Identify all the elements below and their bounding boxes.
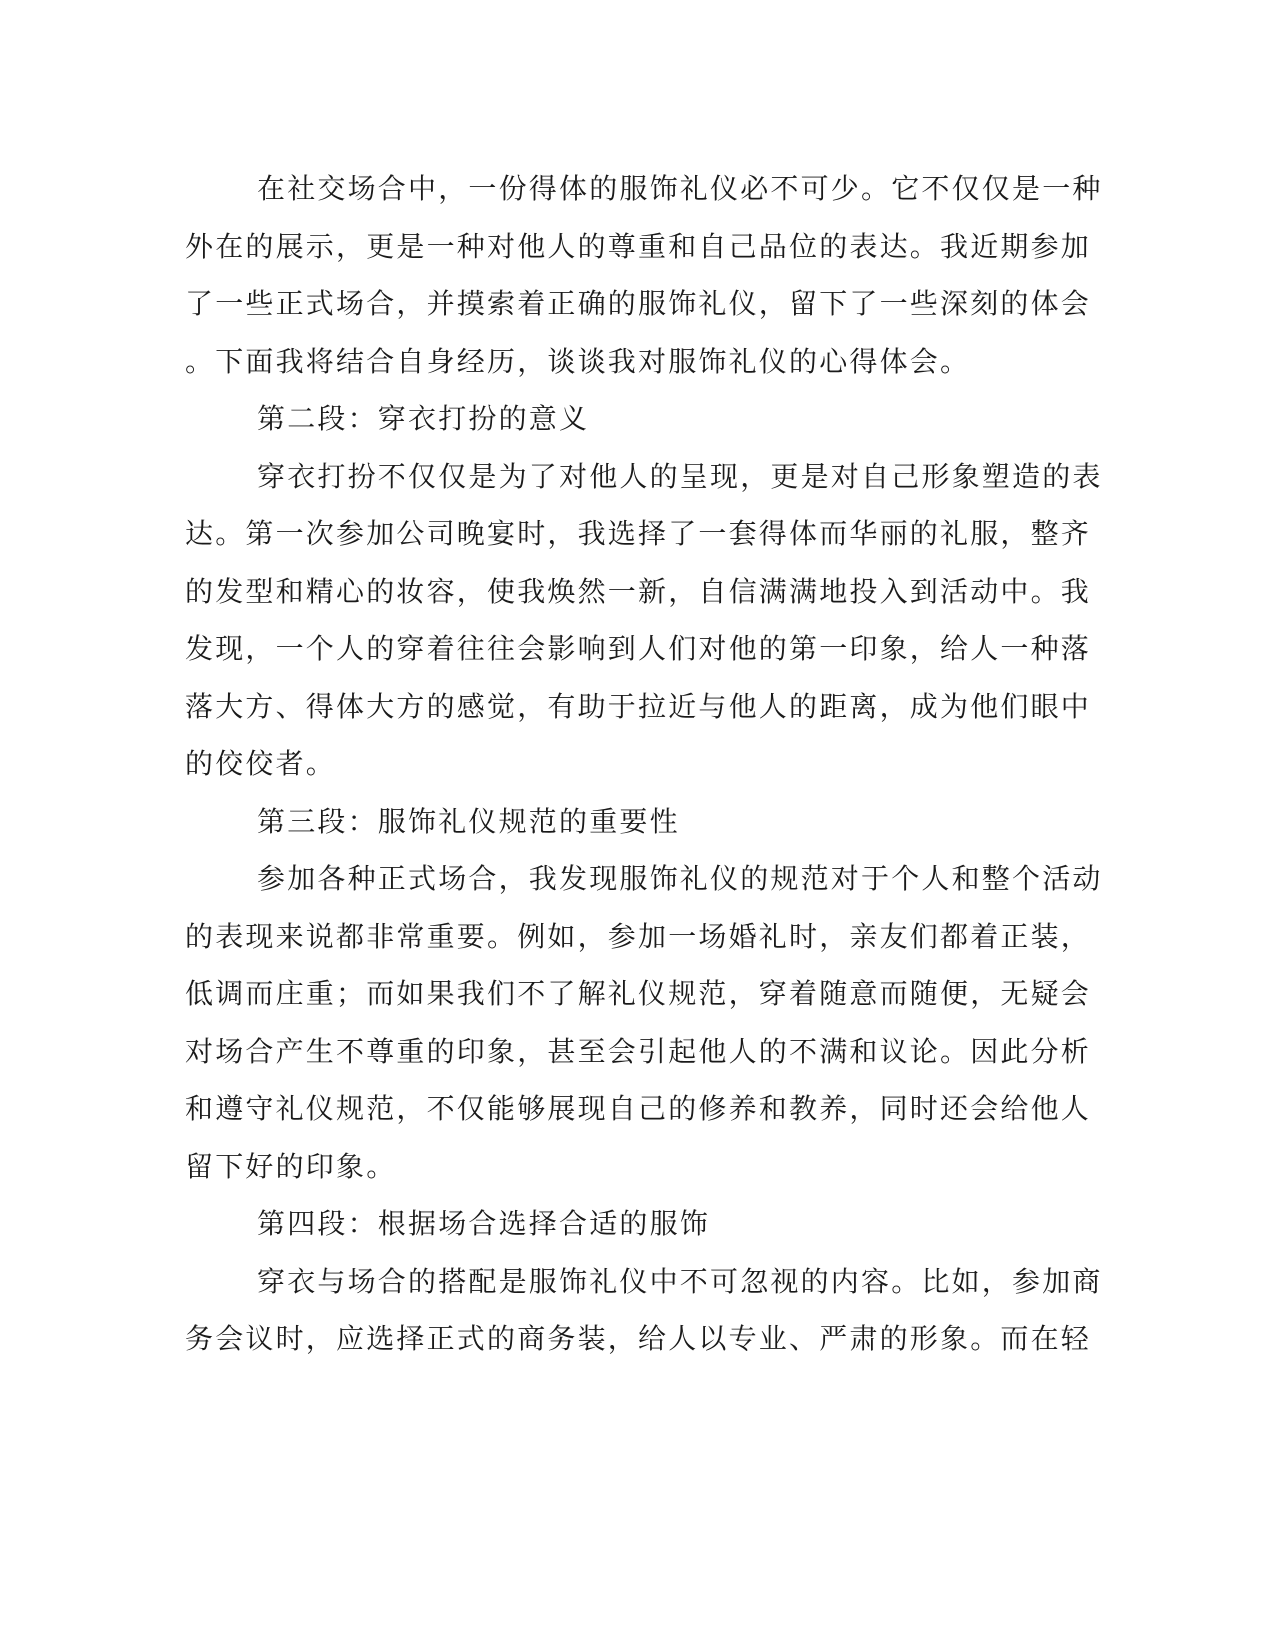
text-line: 低调而庄重；而如果我们不了解礼仪规范，穿着随意而随便，无疑会 <box>185 977 1092 1010</box>
text-line: 在社交场合中，一份得体的服饰礼仪必不可少。它不仅仅是一种 <box>257 172 1103 205</box>
text-line: 参加各种正式场合，我发现服饰礼仪的规范对于个人和整个活动 <box>257 862 1103 895</box>
text-line: 落大方、得体大方的感觉，有助于拉近与他人的距离，成为他们眼中 <box>185 689 1092 723</box>
text-line: 穿衣与场合的搭配是服饰礼仪中不可忽视的内容。比如，参加商 <box>257 1264 1103 1298</box>
text-line: 了一些正式场合，并摸索着正确的服饰礼仪，留下了一些深刻的体会 <box>185 287 1092 320</box>
section-heading: 第四段：根据场合选择合适的服饰 <box>257 1207 711 1240</box>
text-line: 对场合产生不尊重的印象，甚至会引起他人的不满和议论。因此分析 <box>185 1034 1092 1068</box>
text-line: 的发型和精心的妆容，使我焕然一新，自信满满地投入到活动中。我 <box>185 574 1092 608</box>
text-line: 的表现来说都非常重要。例如，参加一场婚礼时，亲友们都着正装， <box>185 919 1092 953</box>
text-line: 达。第一次参加公司晚宴时，我选择了一套得体而华丽的礼服，整齐 <box>185 517 1092 550</box>
section-heading: 第三段：服饰礼仪规范的重要性 <box>257 804 680 838</box>
text-line: 和遵守礼仪规范，不仅能够展现自己的修养和教养，同时还会给他人 <box>185 1092 1092 1125</box>
document-page <box>185 160 1103 1368</box>
text-line: 穿衣打扮不仅仅是为了对他人的呈现，更是对自己形象塑造的表 <box>257 459 1103 493</box>
section-heading: 第二段：穿衣打扮的意义 <box>257 402 590 435</box>
text-line: 的佼佼者。 <box>185 747 337 780</box>
text-line: 留下好的印象。 <box>185 1149 397 1183</box>
text-line: 。下面我将结合自身经历，谈谈我对服饰礼仪的心得体会。 <box>185 344 971 378</box>
text-line: 外在的展示，更是一种对他人的尊重和自己品位的表达。我近期参加 <box>185 229 1092 263</box>
text-line: 发现，一个人的穿着往往会影响到人们对他的第一印象，给人一种落 <box>185 632 1092 665</box>
text-line: 务会议时，应选择正式的商务装，给人以专业、严肃的形象。而在轻 <box>185 1322 1092 1355</box>
